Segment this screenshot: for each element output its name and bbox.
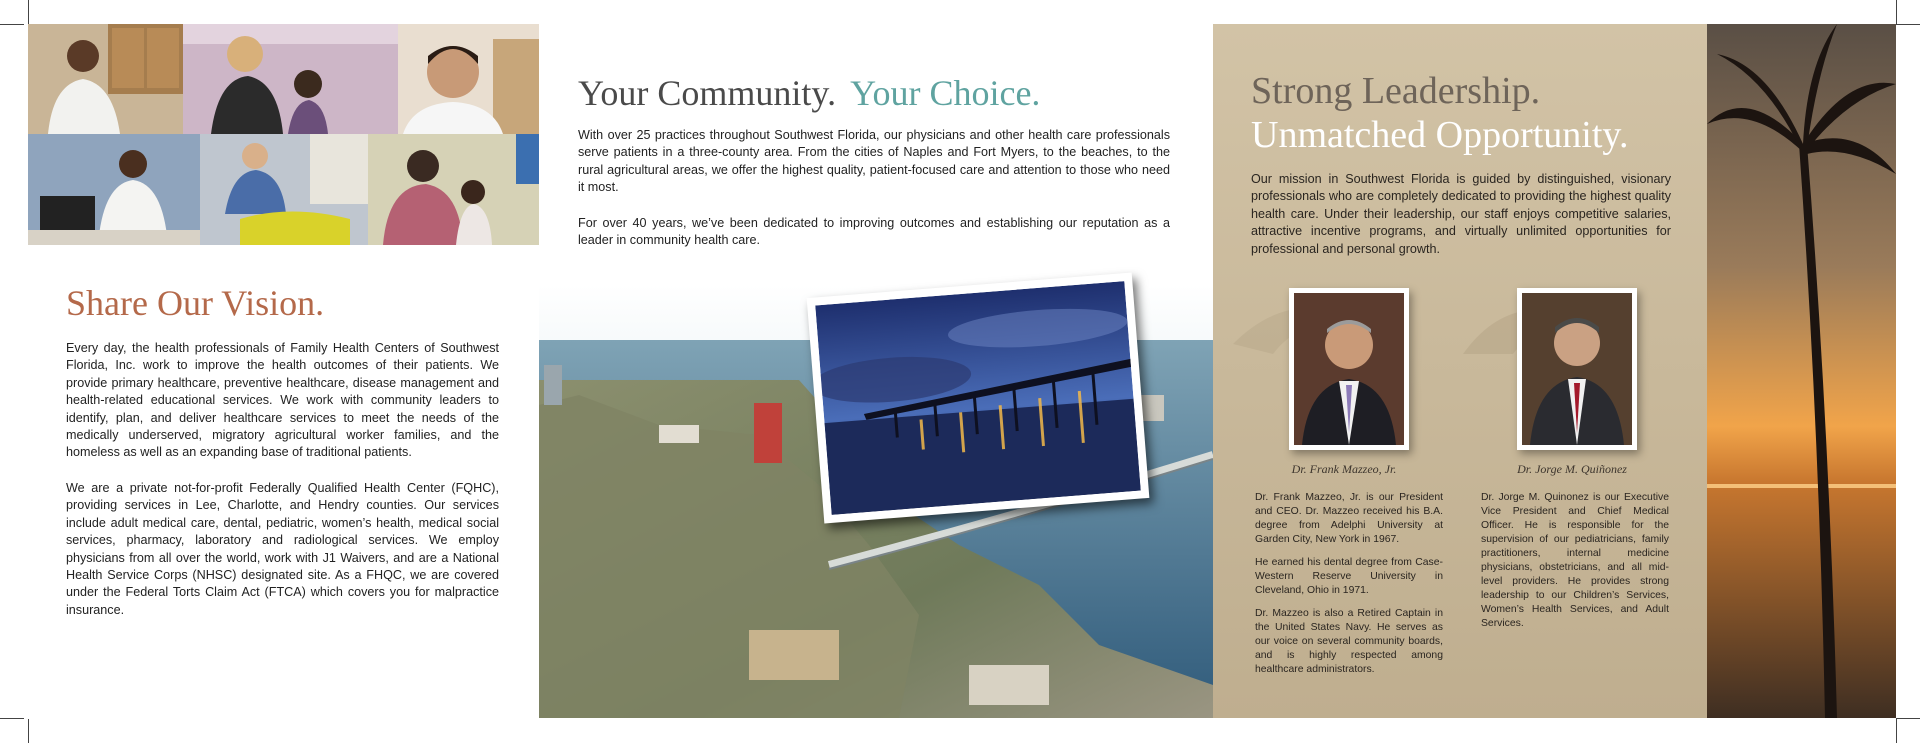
community-heading — [578, 72, 1040, 114]
community-heading-accent: Your Choice. — [850, 73, 1041, 113]
caption-jorge-quinonez: Dr. Jorge M. Quiñonez — [1517, 462, 1627, 476]
bio-quinonez-paragraph: Dr. Jorge M. Quinonez is our Executive Vice President and Chief Medical Officer. He is responsible for the supervision of our pediatricians, family practitioners, internal medicine physicians, obstetricians, and all mid-level providers. He provides strong leadership to our Children’s Services, Women’s Health Services, and Adult Services. — [1481, 492, 1669, 629]
photo-smiling-man — [398, 24, 539, 134]
crop-mark — [1896, 719, 1897, 743]
share-vision-heading: Share Our Vision. — [66, 283, 325, 323]
photo-doctor-with-child — [183, 24, 398, 134]
crop-mark — [0, 718, 24, 719]
portrait-frank-mazzeo — [1289, 288, 1409, 450]
history-paragraph: For over 40 years, we’ve been dedicated to improving outcomes and establishing our reputation as a leader in community health care. — [578, 216, 1170, 248]
pier-at-dusk-photo — [807, 273, 1150, 524]
leadership-heading — [1251, 69, 1628, 157]
crop-mark — [1896, 718, 1920, 719]
crop-mark — [1896, 0, 1897, 24]
photo-doctor-smiling — [28, 24, 183, 134]
photo-doctor-with-toddler — [368, 134, 539, 245]
crop-mark — [28, 719, 29, 743]
photo-doctor-examining-patient — [200, 134, 368, 245]
caption-frank-mazzeo: Dr. Frank Mazzeo, Jr. — [1291, 462, 1397, 476]
mission-paragraph: Our mission in Southwest Florida is guided by distinguished, visionary professionals who are completely dedicated to providing the highest quality health care. Under their leadership, our staff enjoys competitive salaries, attractive incentive programs, and virtually unlimited opportunities for professional and personal growth. — [1251, 172, 1671, 256]
leadership-heading-line1: Strong Leadership. — [1251, 70, 1541, 112]
leadership-heading-line2: Unmatched Opportunity. — [1251, 114, 1629, 156]
portrait-jorge-quinonez — [1517, 288, 1637, 450]
community-heading-part1: Your Community. — [578, 73, 837, 113]
fqhc-services-paragraph: We are a private not-for-profit Federally Qualified Health Center (FQHC), providing services in Lee, Charlotte, and Hendry counties. Our services include adult medical care, dental, pediatric, women’s health, medical social services, pharmacy, laboratory and radiological services. We employ physicians from all over the world, work with J1 Waivers, and are a National Health Service Corps (NHSC) designated site. As a FHQC, we are covered under the Federal Torts Claim Act (FTCA) which covers you for malpractice insurance. — [66, 481, 499, 617]
crop-mark — [0, 24, 24, 25]
crop-mark — [28, 0, 29, 24]
sunset-palm-photo — [1707, 24, 1896, 718]
medical-staff-photo-collage — [28, 24, 539, 245]
bio-mazzeo-paragraph: He earned his dental degree from Case-Western Reserve University in Cleveland, Ohio in 1971. — [1255, 557, 1443, 596]
community-paragraph: With over 25 practices throughout Southwest Florida, our physicians and other health care professionals serve patients in a three-county area. From the cities of Naples and Fort Myers, to the beaches, to the rural agricultural areas, we offer the highest quality, patient-focused care and attention to those who need it most. — [578, 128, 1170, 195]
bio-mazzeo-paragraph: Dr. Mazzeo is also a Retired Captain in the United States Navy. He serves as our voice on several community boards, and is highly respected among healthcare administrators. — [1255, 608, 1443, 675]
leadership-panel — [1213, 24, 1707, 718]
photo-doctor-laptop — [28, 134, 200, 245]
crop-mark — [1896, 24, 1920, 25]
bio-mazzeo-paragraph: Dr. Frank Mazzeo, Jr. is our President and CEO. Dr. Mazzeo received his B.A. degree from Adelphi University at Garden City, New York in 1967. — [1255, 492, 1443, 545]
share-vision-paragraph: Every day, the health professionals of Family Health Centers of Southwest Florida, Inc. work to improve the health outcomes of their patients. We provide primary healthcare, preventive healthcare, disease management and health-related educational services. We work with community leaders to identify, plan, and deliver healthcare services to meet the needs of the medically underserved, migratory agricultural worker families, and the homeless as well as an expanding base of traditional patients. — [66, 341, 499, 460]
